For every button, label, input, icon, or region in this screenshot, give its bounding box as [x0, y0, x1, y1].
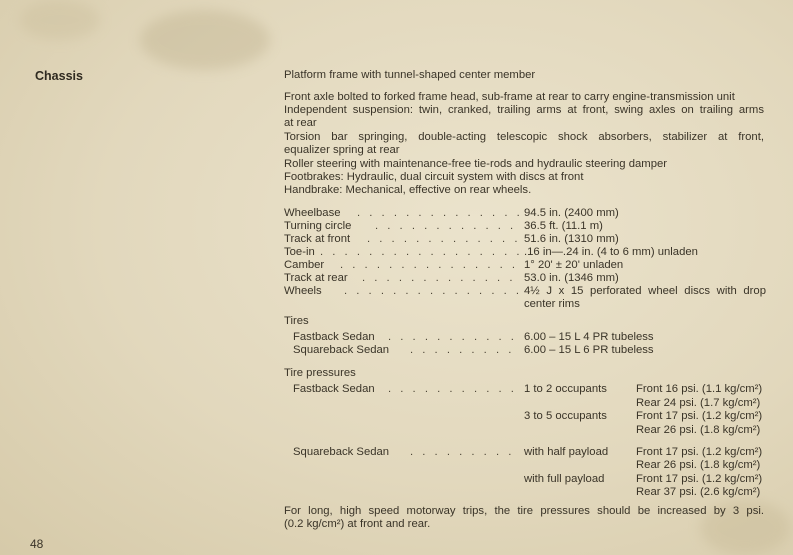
tire-value: 6.00 – 15 L 4 PR tubeless: [524, 331, 654, 343]
pressure-front: Front 16 psi. (1.1 kg/cm²): [636, 383, 763, 395]
spec-value: 1° 20' ± 20' unladen: [524, 259, 624, 271]
tire-value: 6.00 – 15 L 6 PR tubeless: [524, 344, 654, 356]
dot-leader: . . . . . . . . . . .: [388, 383, 517, 395]
pressure-load: with half payload: [524, 446, 609, 458]
axle-text: Front axle bolted to forked frame head, sub-frame at rear to carry engine-transmission unit: [284, 91, 735, 103]
footnote-line-1: For long, high speed motorway trips, the tire pressures should be increased by 3 psi.: [284, 505, 764, 517]
pressure-front: Front 17 psi. (1.2 kg/cm²): [636, 410, 763, 422]
dot-leader: . . . . . . . . . . . . . . .: [344, 285, 523, 297]
pressure-rear: Rear 26 psi. (1.8 kg/cm²): [636, 424, 761, 436]
footbrakes-text: Footbrakes: Hydraulic, dual circuit system with discs at front: [284, 171, 584, 183]
spec-value: 36.5 ft. (11.1 m): [524, 220, 603, 232]
spec-label: Wheels: [284, 285, 322, 297]
handbrake-text: Handbrake: Mechanical, effective on rear wheels.: [284, 184, 532, 196]
section-heading: Chassis: [35, 69, 83, 83]
paper-stain: [20, 0, 100, 40]
pressure-front: Front 17 psi. (1.2 kg/cm²): [636, 473, 763, 485]
pressure-load: 1 to 2 occupants: [524, 383, 607, 395]
spec-label: Turning circle: [284, 220, 352, 232]
pressure-rear: Rear 24 psi. (1.7 kg/cm²): [636, 397, 761, 409]
page-number: 48: [30, 537, 44, 551]
springing-line-2: equalizer spring at rear: [284, 144, 400, 157]
suspension-line-2: at rear: [284, 117, 317, 130]
spec-label: Camber: [284, 259, 325, 271]
tire-label: Fastback Sedan: [293, 331, 375, 343]
paper-stain: [140, 10, 270, 70]
pressure-rear: Rear 26 psi. (1.8 kg/cm²): [636, 459, 761, 471]
wheels-line-2: center rims: [524, 298, 580, 311]
spec-value: .16 in—.24 in. (4 to 6 mm) unladen: [524, 246, 698, 258]
dot-leader: . . . . . . . . . . . . .: [362, 272, 516, 284]
spec-label: Track at rear: [284, 272, 348, 284]
steering-text: Roller steering with maintenance-free tie-rods and hydraulic steering damper: [284, 158, 668, 170]
pressure-load: with full payload: [524, 473, 605, 485]
dot-leader: . . . . . . . . . . .: [388, 331, 517, 343]
dot-leader: . . . . . . . . . . . . . .: [357, 207, 523, 219]
dot-leader: . . . . . . . . .: [410, 446, 515, 458]
dot-leader: . . . . . . . . . . . .: [375, 220, 517, 232]
tires-heading: Tires: [284, 315, 309, 327]
pressure-car-label: Fastback Sedan: [293, 383, 375, 395]
springing-line-1: Torsion bar springing, double-acting telescopic shock absorbers, stabilizer at front,: [284, 131, 764, 143]
spec-label: Wheelbase: [284, 207, 341, 219]
spec-label: Toe-in: [284, 246, 315, 258]
pressure-load: 3 to 5 occupants: [524, 410, 607, 422]
footnote: [284, 505, 764, 532]
spec-label: Track at front: [284, 233, 351, 245]
spec-value: 53.0 in. (1346 mm): [524, 272, 619, 284]
springing-text: [284, 131, 764, 158]
frame-text: Platform frame with tunnel-shaped center member: [284, 69, 536, 81]
spec-value: 94.5 in. (2400 mm): [524, 207, 619, 219]
suspension-text: [284, 104, 764, 131]
pressure-front: Front 17 psi. (1.2 kg/cm²): [636, 446, 763, 458]
pressure-car-label: Squareback Sedan: [293, 446, 390, 458]
spec-value: 51.6 in. (1310 mm): [524, 233, 619, 245]
spec-value: [524, 285, 766, 312]
dot-leader: . . . . . . . . . . . . . . . . .: [320, 246, 523, 258]
wheels-line-1: 4½ J x 15 perforated wheel discs with drop: [524, 285, 766, 297]
footnote-line-2: (0.2 kg/cm²) at front and rear.: [284, 518, 431, 531]
tire-label: Squareback Sedan: [293, 344, 390, 356]
pressure-rear: Rear 37 psi. (2.6 kg/cm²): [636, 486, 761, 498]
tire-pressures-heading: Tire pressures: [284, 367, 356, 379]
dot-leader: . . . . . . . . . . . . . . .: [340, 259, 519, 271]
dot-leader: . . . . . . . . . . . . .: [367, 233, 521, 245]
suspension-line-1: Independent suspension: twin, cranked, trailing arms at front, swing axles on trailing arms: [284, 104, 764, 116]
dot-leader: . . . . . . . . .: [410, 344, 515, 356]
